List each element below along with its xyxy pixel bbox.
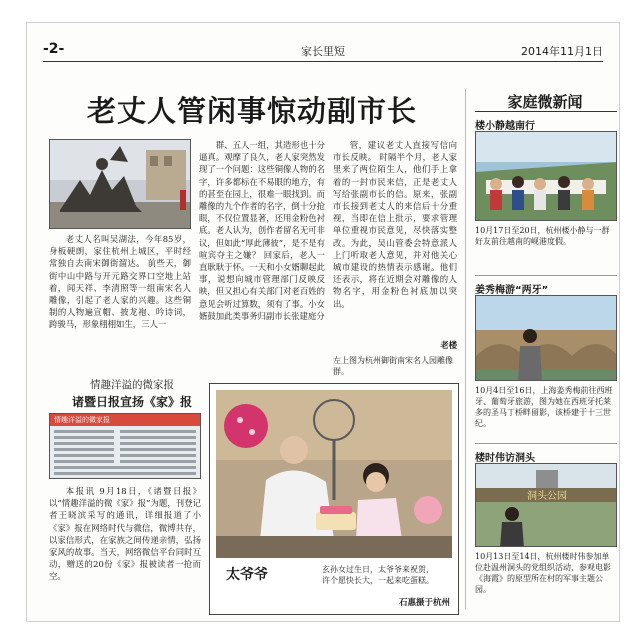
photo-credit: 石惠摄于杭州 xyxy=(398,598,450,608)
birthday-photo-image xyxy=(216,390,452,558)
sidebar-item-caption-2: 10月4日至16日，上海姜秀梅前往西班牙、葡萄牙旅游，图为她在西班牙托莱多的圣马丁桥畔留影，该桥建于十三世纪。 xyxy=(475,386,613,428)
sidebar-item-caption-3: 10月13日至14日，杭州楼时伟参加单位赴温州洞头的党组织活动，参观电影《海霞》的原型所在村的军事主题公园。 xyxy=(475,552,611,594)
promo-kicker: 情趣洋溢的微家报 xyxy=(90,379,174,391)
great-grandpa-label: 太爷爷 xyxy=(226,567,268,583)
birthday-caption: 玄孙女过生日，太爷爷来祝贺， 许个愿快长大，一起来吃蛋糕。 xyxy=(322,565,434,585)
spain-photo-image xyxy=(476,296,617,381)
park-sign-text: 洞头公园 xyxy=(527,491,567,502)
masthead xyxy=(43,41,603,62)
dongtou-photo-image xyxy=(476,464,617,547)
dongtou-photo xyxy=(475,463,617,547)
clipping-header: 情趣洋溢的微家报 xyxy=(50,414,200,426)
main-story-col2: 群、五人一组，其造形也十分逼真。观摩了良久，老人家突然发现了一个问题：这些铜像人物的名字，许多都标在不易眼的地方，有的甚至在园上，很难一眼找到。而雕像的九个作者的名字，倒十分抢眼，不仅位置显著，还用金粉色衬底。老人认为，创作者留名无可非议，但如此“厚此薄彼”，是不是有喧宾夺主之嫌？ 回家后，老人一直耿耿于怀。一天和小女婿聊起此事，说想向城市管理部门反映反映，但又担心有关部门对老百姓的意见会听过算数，须有了事。小女婿鼓加此类事务归副市长张建庭分 xyxy=(199,140,325,321)
page-number: -2- xyxy=(43,41,65,57)
main-story-col3: 管，建议老丈人直接写信向市长反映。 时隔半个月，老人家里来了两位陌生人，他们手上拿着的一封市民来信，正是老丈人写给张副市长的信。原来，张副市长接到老丈人的来信后十分重视，当即在信上批示，要求管理单位重视市民意见，尽快落实整改。为此，吴山管委会特意派人上门听取老人意见，并对他关心城市建设的热情表示感谢。他们还表示，将在近期会对雕像的人物名字，用金粉色衬底加以突出。 xyxy=(333,140,457,309)
sidebar-title: 家庭微新闻 xyxy=(507,93,583,111)
sidebar-divider-1 xyxy=(475,275,617,276)
sidebar-divider-2 xyxy=(475,443,617,444)
sidebar-item-heading-1: 楼小静越南行 xyxy=(475,121,535,132)
spain-photo xyxy=(475,295,617,381)
statue-photo-image xyxy=(50,140,191,229)
promo-body: 本报讯 9月18日，《诸暨日报》以“情趣洋溢的微《家》报”为题，刊登记者王晓滨采写的通讯，详细报道了小《家》报在网络时代与微信，微博共存，以家信形式，在家族之间传递亲情，弘扬家风的故事。当天，网络微信平台同时互动，赠送的20份《家》报被读者一抢而空。 xyxy=(49,486,201,582)
statue-photo xyxy=(49,139,191,229)
vietnam-photo xyxy=(475,131,617,221)
birthday-photo xyxy=(216,390,452,558)
statue-photo-caption: 左上图为杭州御街南宋名人园雕像群。 xyxy=(333,356,453,376)
main-headline: 老丈人管闲事惊动副市长 xyxy=(86,94,417,128)
newspaper-page xyxy=(26,22,620,622)
issue-date: 2014年11月1日 xyxy=(521,45,603,58)
center-photo-box xyxy=(209,383,459,615)
sidebar-item-heading-2: 姜秀梅游“两牙” xyxy=(475,285,549,296)
sidebar-item-heading-3: 楼时伟访洞头 xyxy=(475,453,535,464)
sidebar-item-caption-1: 10月17日至20日，杭州楼小静与一群好友前往越南的岘港度假。 xyxy=(475,226,610,246)
promo-headline: 诸暨日报宣扬《家》报 xyxy=(71,395,192,409)
sidebar-title-rule xyxy=(475,111,617,112)
column-divider xyxy=(465,89,466,609)
section-name: 家长里短 xyxy=(301,45,345,58)
vietnam-photo-image xyxy=(476,132,617,221)
clipping-text-lines xyxy=(50,426,201,479)
main-story-byline: 老楼 xyxy=(440,340,457,350)
newspaper-clipping-photo xyxy=(49,413,201,479)
main-story-col1: 老丈人名叫吴湖法，今年85岁，身板硬朗，家住杭州上城区，平时经常独自去南宋御街溜达。 前些天，御街中山中路与开元路交界口空地上站着，闻天祥、李清照等一组南宋名人雕像，引起了老人家的兴趣。这些铜制的人物遍宣帽、披龙袍、吟诗词，跨骏马，形象栩栩如生，三人一 xyxy=(49,234,191,330)
